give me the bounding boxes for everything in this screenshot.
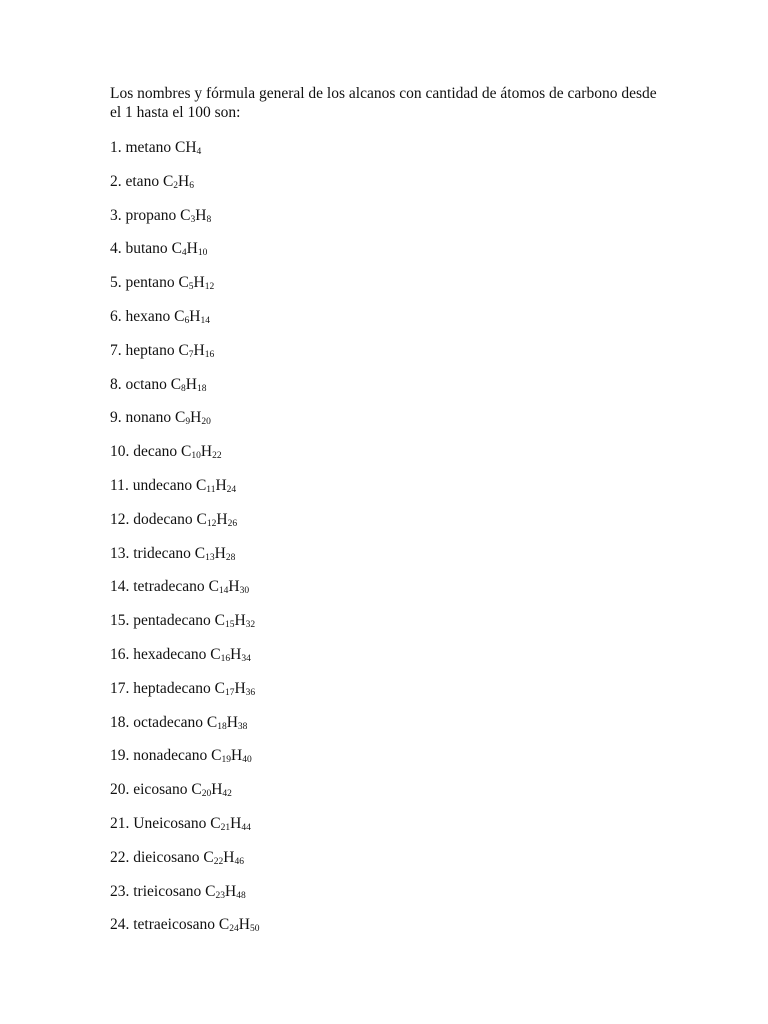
alkane-formula: $C_8H_{18}$	[170, 375, 207, 394]
alkane-item: 3. propano $C_3H_8$	[110, 206, 212, 225]
alkane-name: decano	[133, 443, 178, 461]
alkane-name: nonano	[125, 409, 172, 427]
alkane-formula: $C_9H_{20}$	[175, 409, 211, 428]
carbon-count: 17	[224, 687, 235, 698]
carbon-count: 18	[217, 721, 227, 732]
alkane-formula: $C_{19}H_{40}$	[211, 747, 252, 766]
alkane-item: 10. decano $C_{10}H_{22}$	[110, 443, 222, 462]
alkane-name: heptadecano	[133, 679, 211, 697]
carbon-count: 9	[185, 417, 191, 428]
alkane-number: 2	[110, 172, 118, 190]
alkane-number: 9	[110, 409, 118, 427]
carbon-count: 11	[206, 484, 216, 495]
alkane-item: 7. heptano $C_7H_{16}$	[110, 341, 215, 360]
alkane-number: 17	[110, 679, 126, 697]
alkane-item: 14. tetradecano $C_{14}H_{30}$	[110, 578, 250, 597]
alkane-name: octadecano	[133, 713, 203, 731]
alkane-formula: $C_{14}H_{30}$	[208, 578, 250, 597]
alkane-formula: $C_{15}H_{32}$	[214, 612, 256, 631]
hydrogen-count: 22	[212, 451, 222, 462]
alkane-item: 17. heptadecano $C_{17}H_{36}$	[110, 679, 256, 698]
alkane-name: eicosano	[133, 781, 188, 799]
hydrogen-count: 14	[200, 315, 210, 326]
hydrogen-count: 18	[197, 383, 207, 394]
alkane-formula: $C_{21}H_{44}$	[210, 814, 251, 833]
hydrogen-count: 8	[206, 214, 212, 225]
alkane-number: 16	[110, 645, 126, 663]
alkane-number: 11	[110, 476, 125, 494]
carbon-count: 16	[220, 653, 231, 664]
alkane-formula: $C_2H_6$	[162, 172, 194, 191]
alkane-name: pentano	[125, 274, 175, 292]
hydrogen-count: 42	[222, 789, 232, 800]
alkane-formula: $C_{24}H_{50}$	[218, 916, 260, 935]
hydrogen-count: 10	[197, 248, 208, 259]
alkane-name: octano	[125, 375, 167, 393]
alkane-formula: $C_{13}H_{28}$	[194, 544, 236, 563]
alkane-number: 14	[110, 578, 126, 596]
carbon-count: 19	[221, 755, 231, 766]
alkane-formula: $C_5H_{12}$	[178, 274, 215, 293]
hydrogen-count: 4	[196, 147, 202, 157]
alkane-formula: $C_{22}H_{46}$	[203, 848, 244, 867]
alkane-name: undecano	[132, 476, 193, 494]
hydrogen-count: 28	[225, 552, 236, 563]
alkane-item: 1. metano $CH_4$	[110, 139, 202, 157]
alkane-formula: $C_{18}H_{38}$	[206, 713, 248, 732]
carbon-count: 24	[229, 924, 239, 935]
alkane-item: 18. octadecano $C_{18}H_{38}$	[110, 713, 248, 732]
hydrogen-count: 30	[239, 586, 250, 597]
alkane-name: propano	[125, 206, 177, 224]
alkane-list	[110, 138, 670, 949]
carbon-count: 21	[220, 822, 231, 833]
alkane-item: 15. pentadecano $C_{15}H_{32}$	[110, 612, 256, 631]
hydrogen-count: 32	[245, 620, 256, 631]
hydrogen-count: 12	[204, 282, 215, 293]
hydrogen-count: 40	[242, 755, 252, 766]
alkane-item: 9. nonano $C_9H_{20}$	[110, 409, 211, 428]
carbon-count: 3	[190, 214, 196, 225]
alkane-number: 4	[110, 240, 118, 258]
alkane-formula: $C_4H_{10}$	[171, 240, 208, 259]
hydrogen-count: 46	[234, 856, 244, 867]
carbon-count: 14	[218, 586, 229, 597]
alkane-number: 5	[110, 274, 118, 292]
intro-paragraph: Los nombres y fórmula general de los alcanos con cantidad de átomos de carbono desde el 1 hasta el 100 son:	[110, 85, 657, 121]
alkane-number: 1	[110, 139, 118, 156]
alkane-formula: $C_{20}H_{42}$	[191, 781, 232, 800]
hydrogen-count: 24	[226, 484, 237, 495]
hydrogen-count: 20	[201, 417, 211, 428]
alkane-number: 23	[110, 882, 126, 900]
alkane-item: 20. eicosano $C_{20}H_{42}$	[110, 781, 232, 800]
alkane-name: pentadecano	[133, 612, 211, 630]
hydrogen-count: 36	[245, 687, 256, 698]
hydrogen-count: 16	[204, 349, 215, 360]
alkane-number: 6	[110, 307, 118, 325]
alkane-number: 13	[110, 544, 126, 562]
carbon-count: 7	[188, 349, 194, 360]
carbon-count: 12	[206, 518, 217, 529]
hydrogen-count: 34	[241, 653, 251, 664]
alkane-formula: $C_7H_{16}$	[178, 341, 215, 360]
alkane-formula: $C_{11}H_{24}$	[195, 476, 237, 495]
alkane-name: heptano	[125, 341, 175, 359]
alkane-number: 7	[110, 341, 118, 359]
carbon-count: 2	[173, 180, 179, 191]
alkane-name: butano	[125, 240, 168, 258]
alkane-number: 21	[110, 814, 126, 832]
alkane-name: tetradecano	[133, 578, 205, 596]
alkane-number: 20	[110, 781, 126, 799]
alkane-name: tetraeicosano	[133, 916, 216, 934]
hydrogen-count: 26	[227, 518, 238, 529]
carbon-count: 8	[181, 383, 186, 394]
alkane-number: 8	[110, 375, 118, 393]
carbon-count: 15	[224, 620, 235, 631]
hydrogen-count: 48	[236, 890, 246, 901]
alkane-item: 22. dieicosano $C_{22}H_{46}$	[110, 848, 244, 867]
hydrogen-count: 38	[237, 721, 248, 732]
alkane-item: 5. pentano $C_5H_{12}$	[110, 274, 215, 293]
alkane-name: Uneicosano	[133, 814, 207, 832]
alkane-formula: $C_{10}H_{22}$	[181, 443, 222, 462]
alkane-name: trieicosano	[133, 882, 202, 900]
alkane-formula: $C_6H_{14}$	[174, 307, 210, 326]
carbon-count: 13	[205, 552, 215, 563]
alkane-formula: $C_{23}H_{48}$	[205, 882, 246, 901]
alkane-name: dodecano	[133, 510, 193, 528]
alkane-item: 4. butano $C_4H_{10}$	[110, 240, 208, 259]
alkane-name: dieicosano	[133, 848, 200, 866]
alkane-formula: $C_3H_8$	[180, 206, 212, 225]
alkane-name: nonadecano	[133, 747, 208, 765]
alkane-number: 10	[110, 443, 126, 461]
alkane-item: 19. nonadecano $C_{19}H_{40}$	[110, 747, 252, 766]
carbon-count: 20	[201, 789, 212, 800]
alkane-formula: $C_{17}H_{36}$	[214, 679, 256, 698]
carbon-count: 6	[184, 315, 190, 326]
hydrogen-count: 44	[241, 822, 251, 833]
alkane-item: 11. undecano $C_{11}H_{24}$	[110, 476, 237, 495]
document-page	[110, 84, 670, 949]
alkane-number: 19	[110, 747, 126, 765]
alkane-name: tridecano	[133, 544, 191, 562]
alkane-item: 6. hexano $C_6H_{14}$	[110, 307, 210, 326]
alkane-item: 23. trieicosano $C_{23}H_{48}$	[110, 882, 246, 901]
carbon-count: 10	[191, 451, 201, 462]
alkane-number: 12	[110, 510, 126, 528]
hydrogen-count: 6	[189, 180, 194, 191]
alkane-formula: $C_{12}H_{26}$	[196, 510, 238, 529]
alkane-name: etano	[125, 172, 160, 190]
alkane-item: 24. tetraeicosano $C_{24}H_{50}$	[110, 916, 260, 935]
alkane-item: 16. hexadecano $C_{16}H_{34}$	[110, 645, 251, 664]
alkane-number: 18	[110, 713, 126, 731]
alkane-name: hexadecano	[133, 645, 207, 663]
alkane-formula: $CH_4$	[175, 139, 202, 157]
carbon-count: 22	[213, 856, 224, 867]
alkane-name: metano	[125, 139, 172, 156]
alkane-number: 24	[110, 916, 126, 934]
alkane-formula: $C_{16}H_{34}$	[210, 645, 251, 664]
alkane-item: 13. tridecano $C_{13}H_{28}$	[110, 544, 236, 563]
alkane-number: 15	[110, 612, 126, 630]
carbon-count: 5	[188, 282, 194, 293]
alkane-number: 3	[110, 206, 118, 224]
alkane-name: hexano	[125, 307, 171, 325]
alkane-item: 2. etano $C_2H_6$	[110, 172, 194, 191]
carbon-count: 4	[181, 248, 187, 259]
alkane-number: 22	[110, 848, 126, 866]
alkane-item: 8. octano $C_8H_{18}$	[110, 375, 207, 394]
alkane-item: 12. dodecano $C_{12}H_{26}$	[110, 510, 238, 529]
alkane-item: 21. Uneicosano $C_{21}H_{44}$	[110, 814, 251, 833]
carbon-count: 23	[215, 890, 225, 901]
hydrogen-count: 50	[249, 924, 260, 935]
